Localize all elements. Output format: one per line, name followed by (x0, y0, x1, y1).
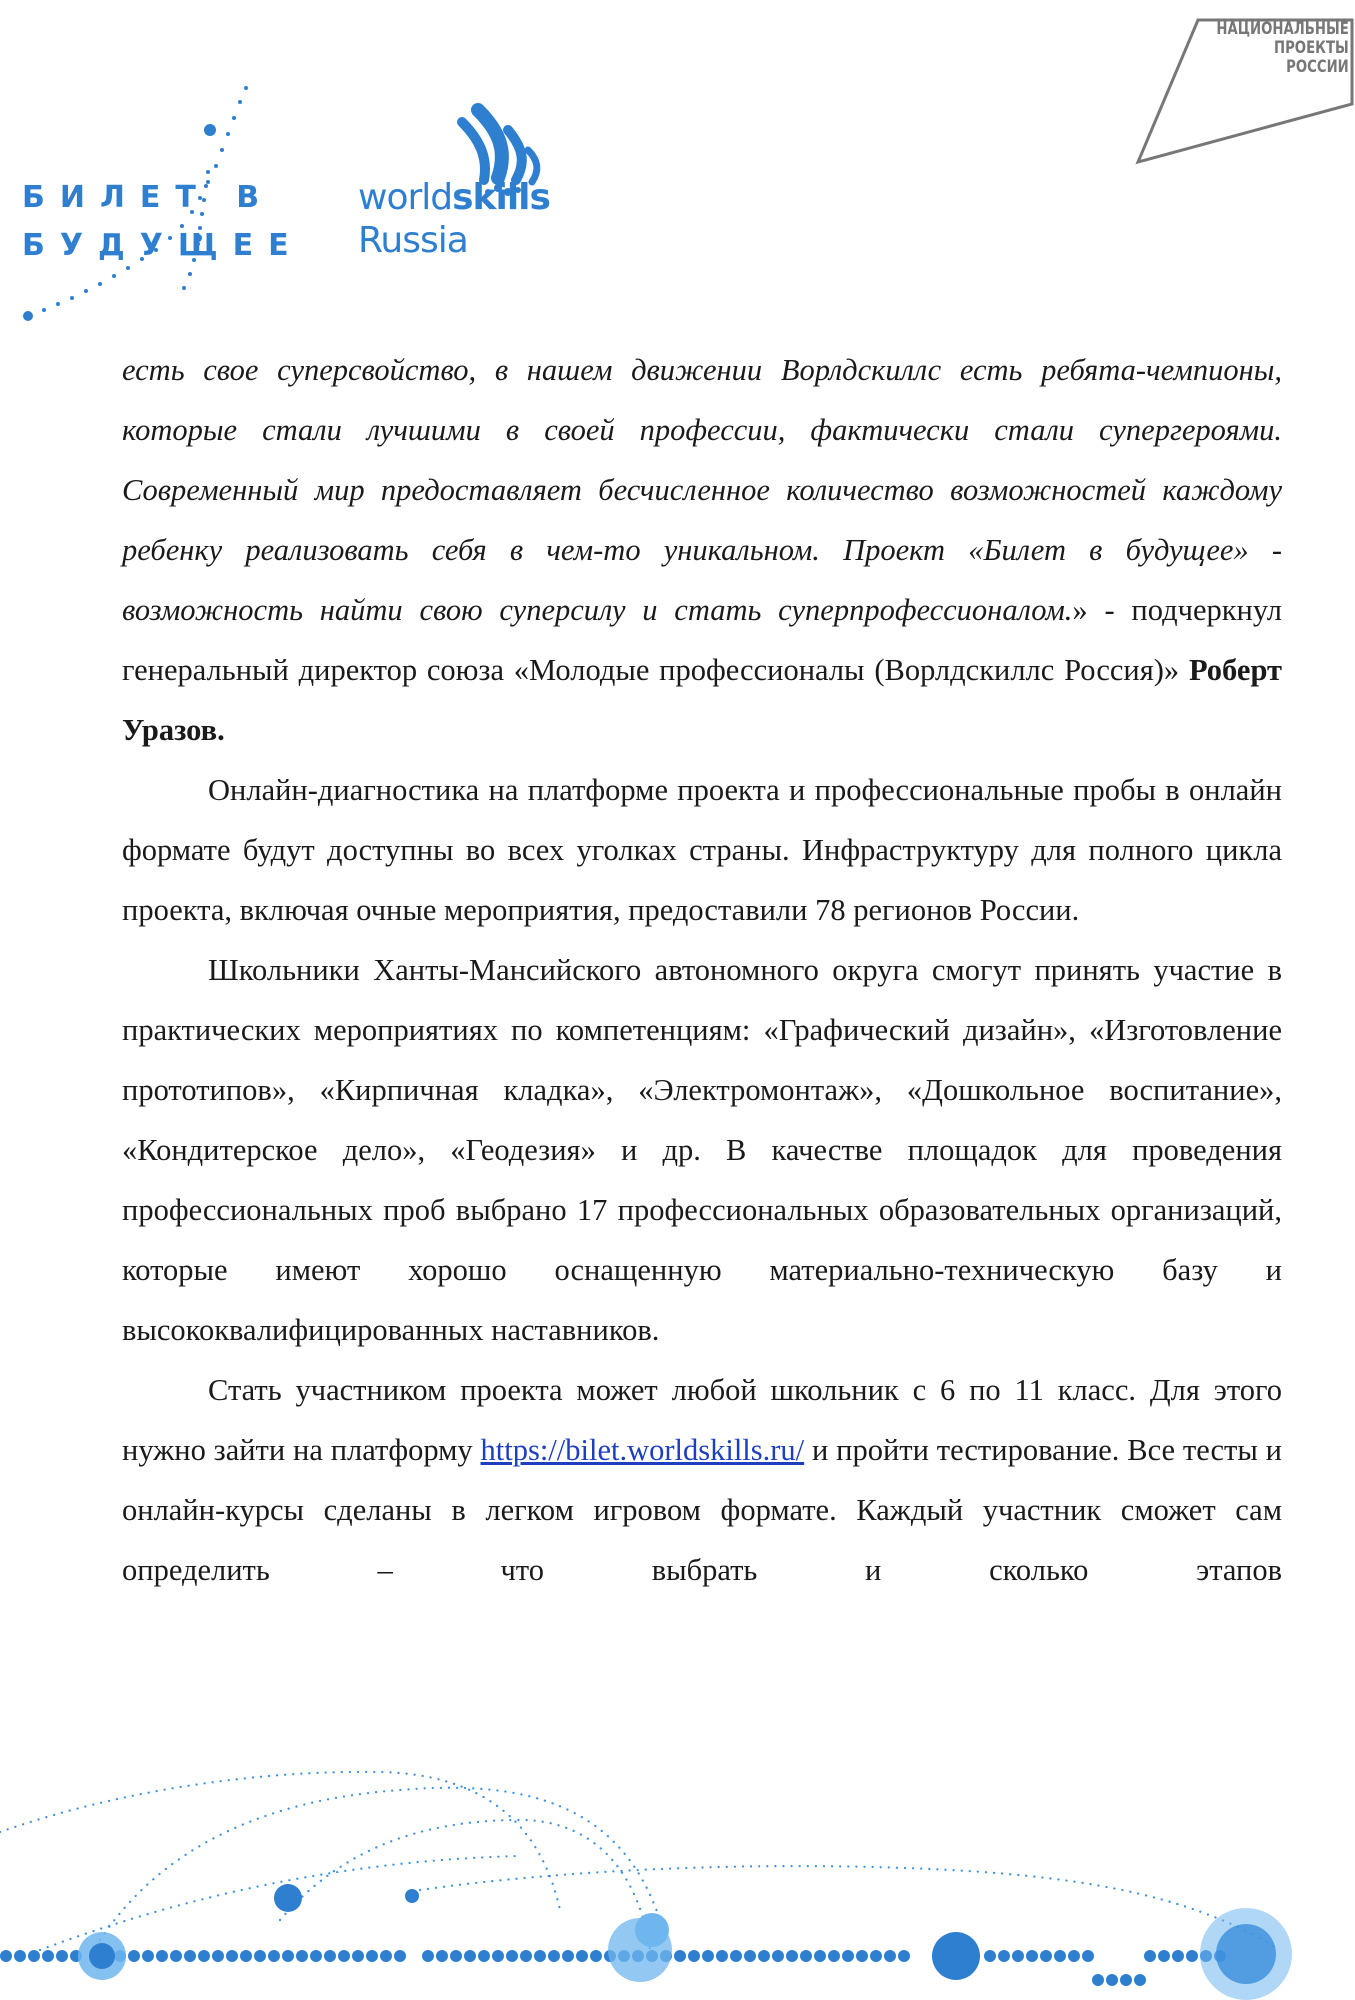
participation-text-end: и пройти тестирование. Все тесты и онлайн-курсы сделаны в легком игровом формате. Каждый участник сможет сам определить – что выбрать и сколько этапов (122, 1433, 1282, 1587)
bilet-logo-line2: БУДУЩЕЕ (22, 228, 304, 263)
quote-italic-text: есть свое суперсвойство, в нашем движении Ворлдскиллс есть ребята-чемпионы, которые стали лучшими в своей профессии, фактически стали супергероями. Современный мир предоставляет бесчисленное количество возможностей каждому ребенку реализовать себя в чем-то уникальном. Проект «Билет в будущее» - возможность найти свою суперсилу и стать суперпрофессионалом. (122, 353, 1282, 627)
national-projects-line1: НАЦИОНАЛЬНЫЕ (1216, 19, 1349, 39)
worldskills-world-text: world (358, 177, 453, 218)
national-projects-line2: ПРОЕКТЫ (1274, 38, 1349, 58)
article-body (122, 340, 1282, 1600)
bilet-logo-line1: БИЛЕТ В (22, 180, 275, 215)
paragraph-online-diagnostics: Онлайн-диагностика на платформе проекта и профессиональные пробы в онлайн формате будут доступны во всех уголках страны. Инфраструктуру для полного цикла проекта, включая очные мероприятия, предоставили 78 регионов России. (122, 773, 1282, 927)
speaker-name: Роберт Уразов. (122, 653, 1282, 747)
paragraph-competencies: Школьники Ханты-Мансийского автономного округа смогут принять участие в практических мероприятиях по компетенциям: «Графический дизайн», «Изготовление прототипов», «Кирпичная кладка», «Электромонтаж», «Дошкольное воспитание», «Кондитерское дело», «Геодезия» и др. В качестве площадок для проведения профессиональных проб выбрано 17 профессиональных образовательных организаций, которые имеют хорошо оснащенную материально-техническую базу и высококвалифицированных наставников. (122, 953, 1282, 1347)
bilet-worldskills-link[interactable]: https://bilet.worldskills.ru/ (480, 1433, 805, 1467)
national-projects-text (1217, 20, 1349, 77)
worldskills-wordmark (358, 177, 550, 218)
national-projects-line3: РОССИИ (1286, 57, 1349, 77)
worldskills-russia-text: Russia (358, 220, 468, 261)
worldskills-skills-text: skills (452, 177, 550, 218)
footer-dots-decoration (0, 1760, 1355, 2000)
quote-attribution-text: » - подчеркнул генеральный директор союза «Молодые профессионалы (Ворлдскиллс Россия)» (122, 593, 1282, 687)
paragraph-participation (122, 1360, 1282, 1600)
paragraph-quote (122, 340, 1282, 760)
participation-text-start: Стать участником проекта может любой школьник с 6 по 11 класс. Для этого нужно зайти на платформу (122, 1373, 1282, 1467)
